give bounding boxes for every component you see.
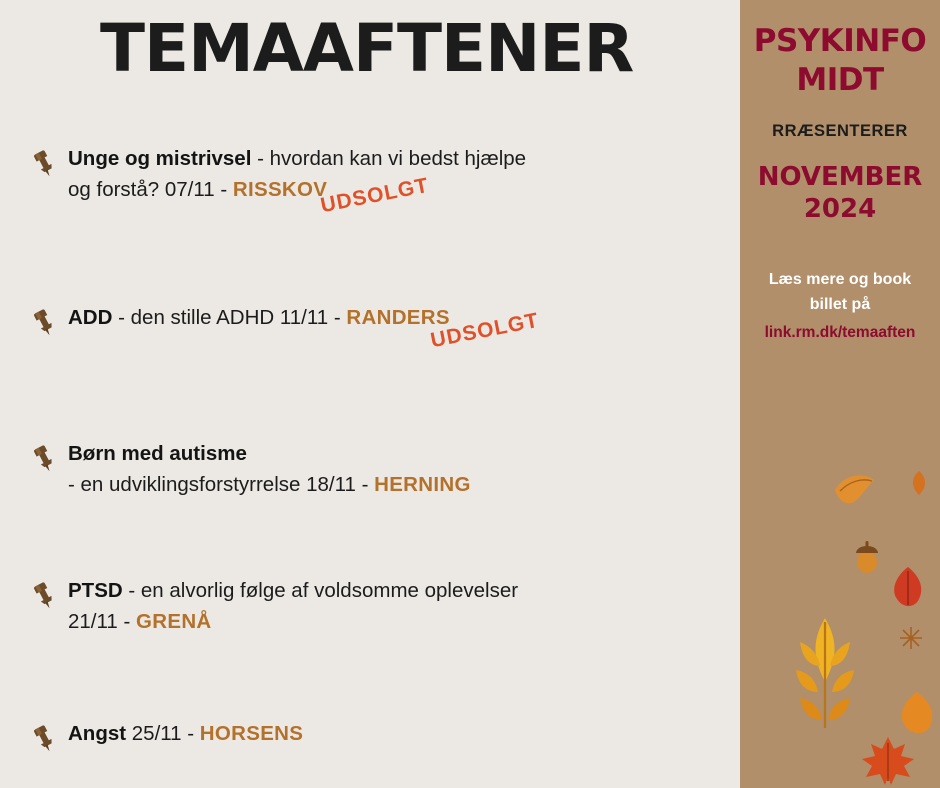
brand-line-1: PSYKINFO — [753, 23, 927, 59]
page-title: TEMAAFTENER — [100, 10, 634, 87]
leaf-icon — [908, 470, 930, 501]
event-city: HORSENS — [199, 722, 304, 745]
event-desc: - den stille ADHD 11/11 - — [112, 306, 347, 329]
leaf-icon — [895, 690, 939, 741]
leaf-icon — [832, 470, 878, 515]
status-badge: UDSOLGT — [318, 173, 431, 218]
event-line-2 — [68, 607, 730, 637]
pushpin-icon — [28, 582, 58, 612]
booking-line-1: Læs mere og book — [768, 271, 912, 289]
event-title: ADD — [68, 306, 113, 329]
event-list — [0, 140, 740, 779]
event-desc-2: 21/11 - — [68, 610, 136, 633]
list-item[interactable] — [0, 576, 740, 637]
pushpin-icon — [28, 150, 58, 180]
event-desc: - en alvorlig følge af voldsomme oplevelser — [122, 579, 519, 602]
event-line-2 — [68, 470, 730, 500]
event-city: RANDERS — [346, 306, 450, 329]
seed-pod-icon — [898, 625, 924, 656]
maple-leaf-icon — [860, 735, 916, 788]
event-line-1 — [68, 303, 730, 333]
event-desc-2: og forstå? 07/11 - — [68, 178, 233, 201]
event-city: HERNING — [374, 473, 471, 496]
event-city: GRENÅ — [136, 610, 212, 633]
year-label: 2024 — [803, 194, 877, 225]
event-title: Børn med autisme — [68, 442, 247, 465]
pushpin-icon — [28, 725, 58, 755]
leaf-icon — [888, 565, 928, 614]
event-desc: 25/11 - — [126, 722, 200, 745]
status-badge: UDSOLGT — [428, 308, 541, 353]
event-desc: - hvordan kan vi bedst hjælpe — [251, 147, 527, 170]
event-desc-2: - en udviklingsforstyrrelse 18/11 - — [68, 473, 375, 496]
event-line-1 — [68, 439, 730, 469]
pushpin-icon — [28, 445, 58, 475]
month-label: NOVEMBER — [757, 161, 923, 192]
list-item[interactable] — [0, 439, 740, 500]
event-line-1 — [68, 719, 730, 749]
booking-link[interactable]: link.rm.dk/temaaften — [764, 323, 916, 341]
list-item[interactable] — [0, 303, 740, 363]
event-title: PTSD — [68, 579, 123, 602]
event-line-1 — [68, 144, 730, 174]
list-item[interactable] — [0, 144, 740, 218]
acorn-icon — [852, 540, 882, 579]
event-line-1 — [68, 576, 730, 606]
leaf-icon — [780, 612, 870, 737]
brand-name — [740, 22, 940, 100]
event-city: RISSKOV — [232, 178, 328, 201]
list-item[interactable] — [0, 719, 740, 779]
booking-info — [740, 268, 940, 345]
event-title: Angst — [68, 722, 127, 745]
brand-line-2: MIDT — [796, 61, 884, 98]
event-title: Unge og mistrivsel — [68, 147, 252, 170]
presenter-label: RRÆSENTERER — [772, 121, 908, 140]
booking-line-2: billet på — [809, 296, 871, 314]
poster-sidebar — [740, 0, 940, 788]
pushpin-icon — [28, 309, 58, 339]
